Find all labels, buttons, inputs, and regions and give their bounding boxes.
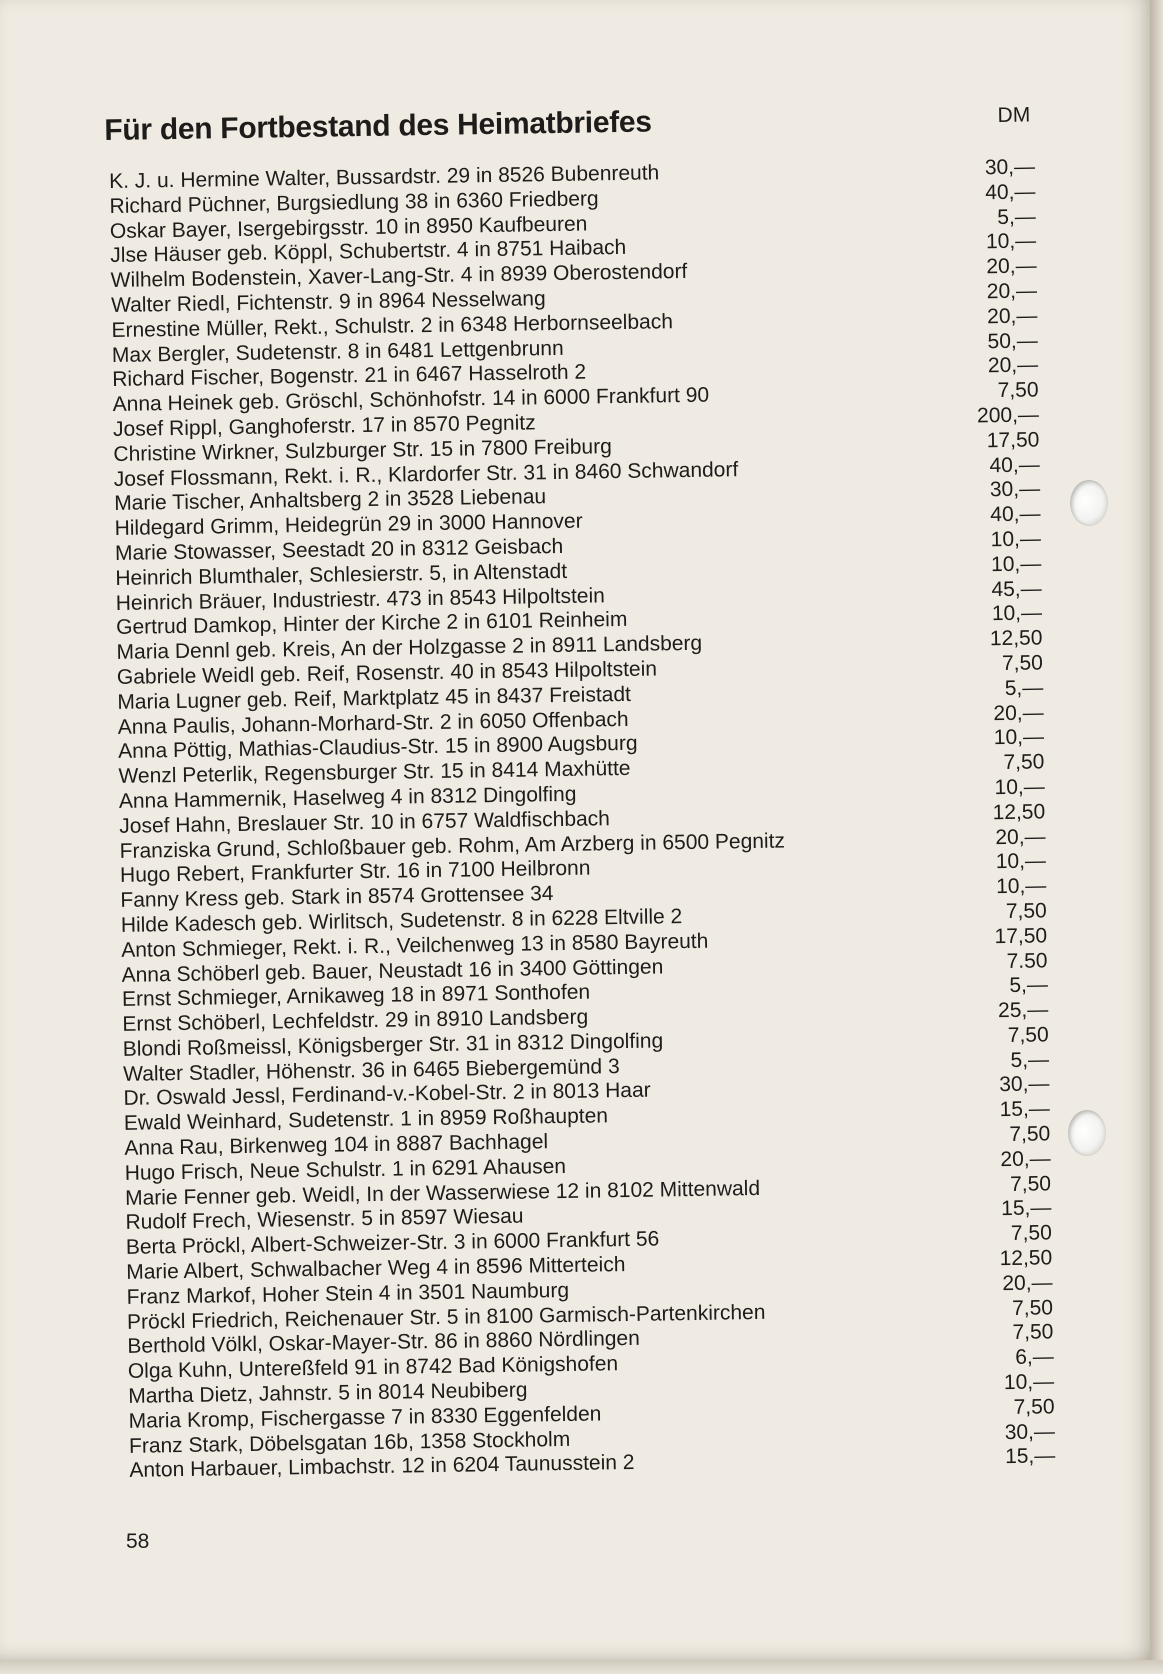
donation-amount: 40,— — [989, 452, 1040, 477]
donation-amount: 12,50 — [989, 626, 1043, 651]
donation-amount: 10,— — [993, 725, 1045, 750]
donation-amount: 6,— — [1015, 1345, 1054, 1370]
donor-name-address: Maria Kromp, Fischergasse 7 in 8330 Eggenfelden — [128, 1402, 602, 1433]
donation-amount: 25,— — [997, 998, 1049, 1023]
donation-amount: 10,— — [1003, 1370, 1055, 1395]
donation-amount: 7,50 — [997, 378, 1039, 403]
donor-name-address: Heinrich Bräuer, Industriestr. 473 in 8543 Hilpoltstein — [115, 583, 606, 615]
donor-name-address: Christine Wirkner, Sulzburger Str. 15 in 7800 Freiburg — [113, 434, 612, 466]
punch-hole-upper — [1070, 480, 1108, 526]
donor-name-address: Anton Harbauer, Limbachstr. 12 in 6204 Taunusstein 2 — [129, 1451, 635, 1483]
donor-name-address: Marie Fenner geb. Weidl, In der Wasserwiese 12 in 8102 Mittenwald — [124, 1176, 761, 1210]
donor-name-address: Berta Pröckl, Albert-Schweizer-Str. 3 in 6000 Frankfurt 56 — [125, 1227, 660, 1260]
page-right-edge — [1150, 0, 1163, 1674]
donor-name-address: Josef Flossmann, Rekt. i. R., Klardorfer Str. 31 in 8460 Schwandorf — [113, 457, 739, 491]
donor-name-address: Ewald Weinhard, Sudetenstr. 1 in 8959 Roßhaupten — [123, 1104, 609, 1136]
donation-amount: 200,— — [976, 403, 1040, 428]
donor-name-address: K. J. u. Hermine Walter, Bussardstr. 29 in 8526 Bubenreuth — [108, 161, 660, 193]
donation-amount: 7,50 — [1009, 1122, 1051, 1147]
donation-amount: 7,50 — [1007, 1023, 1049, 1047]
donor-name-address: Marie Tischer, Anhaltsberg 2 in 3528 Liebenau — [114, 485, 547, 516]
donation-amount: 7,50 — [1011, 1295, 1054, 1320]
donation-amount: 7.50 — [1006, 948, 1048, 973]
donor-name-address: Walter Stadler, Höhenstr. 36 in 6465 Biebergemünd 3 — [122, 1054, 620, 1086]
donor-name-address: Gertrud Damkop, Hinter der Kirche 2 in 6101 Reinheim — [115, 608, 628, 640]
donor-name-address: Ernst Schöberl, Lechfeldstr. 29 in 8910 Landsberg — [122, 1005, 589, 1036]
donor-name-address: Max Bergler, Sudetenstr. 8 in 6481 Lettgenbrunn — [111, 336, 564, 367]
donation-amount: 5,— — [1004, 676, 1044, 700]
donor-name-address: Hildegard Grimm, Heidegrün 29 in 3000 Hannover — [114, 509, 583, 541]
donor-name-address: Rudolf Frech, Wiesenstr. 5 in 8597 Wiesau — [125, 1205, 524, 1235]
donor-name-address: Anna Heinek geb. Gröschl, Schönhofstr. 14 in 6000 Frankfurt 90 — [112, 383, 710, 417]
donor-name-address: Ernestine Müller, Rekt., Schulstr. 2 in 6348 Herbornseelbach — [111, 309, 674, 342]
donor-name-address: Franz Stark, Döbelsgatan 16b, 1358 Stockholm — [128, 1427, 571, 1458]
donation-amount: 20,— — [986, 254, 1037, 279]
donor-name-address: Franziska Grund, Schloßbauer geb. Rohm, Am Arzberg in 6500 Pegnitz — [119, 828, 786, 863]
donation-amount: 7,50 — [1003, 750, 1045, 775]
donor-name-address: Berthold Völkl, Oskar-Mayer-Str. 86 in 8860 Nördlingen — [127, 1327, 640, 1359]
donation-amount: 20,— — [1002, 1271, 1053, 1295]
donor-name-address: Anna Paulis, Johann-Morhard-Str. 2 in 6050 Offenbach — [117, 707, 629, 739]
donation-amount: 7,50 — [1012, 1320, 1054, 1345]
donor-name-address: Wilhelm Bodenstein, Xaver-Lang-Str. 4 in 8939 Oberostendorf — [110, 260, 688, 293]
donor-name-address: Josef Hahn, Breslauer Str. 10 in 6757 Waldfischbach — [119, 806, 611, 838]
donation-amount: 5,— — [1010, 1048, 1050, 1072]
donor-name-address: Hilde Kadesch geb. Wirlitsch, Sudetenstr. 8 in 6228 Eltville 2 — [120, 904, 683, 937]
donation-amount: 12,50 — [992, 800, 1046, 824]
donor-name-address: Anna Schöberl geb. Bauer, Neustadt 16 in 3400 Göttingen — [121, 954, 664, 987]
donor-name-address: Marie Albert, Schwalbacher Weg 4 in 8596 Mitterteich — [126, 1253, 626, 1284]
donor-name-address: Blondi Roßmeissl, Königsberger Str. 31 in 8312 Dingolfing — [122, 1029, 664, 1061]
donor-name-address: Gabriele Weidl geb. Reif, Rosenstr. 40 in 8543 Hilpoltstein — [116, 657, 658, 689]
donor-name-address: Olga Kuhn, Untereßfeld 91 in 8742 Bad Königshofen — [127, 1352, 619, 1384]
donor-name-address: Anna Pöttig, Mathias-Claudius-Str. 15 in 8900 Augsburg — [117, 732, 638, 764]
donor-list — [109, 155, 1070, 1484]
donation-amount: 15,— — [999, 1097, 1051, 1122]
donor-name-address: Maria Lugner geb. Reif, Marktplatz 45 in 8437 Freistadt — [117, 682, 632, 714]
donor-name-address: Heinrich Blumthaler, Schlesierstr. 5, in Altenstadt — [115, 559, 568, 590]
donation-amount: 20,— — [993, 700, 1044, 725]
donation-amount: 17,50 — [994, 924, 1048, 948]
donation-amount: 10,— — [991, 601, 1043, 626]
donation-amount: 7,50 — [1005, 899, 1047, 923]
donation-amount: 10,— — [995, 849, 1047, 874]
donation-amount: 20,— — [986, 279, 1038, 304]
donation-amount: 10,— — [995, 874, 1047, 899]
donor-name-address: Ernst Schmieger, Arnikaweg 18 in 8971 Sonthofen — [121, 980, 591, 1012]
donation-amount: 30,— — [1004, 1419, 1056, 1444]
donor-name-address: Marie Stowasser, Seestadt 20 in 8312 Geisbach — [114, 534, 564, 565]
donation-amount: 20,— — [986, 304, 1038, 328]
donor-name-address: Martha Dietz, Jahnstr. 5 in 8014 Neubiberg — [128, 1378, 528, 1408]
donation-amount: 17,50 — [986, 428, 1040, 453]
donation-amount: 15,— — [1001, 1196, 1052, 1221]
currency-label: DM — [997, 103, 1031, 128]
donation-amount: 5,— — [997, 205, 1036, 229]
donation-amount: 20,— — [995, 824, 1046, 849]
donor-name-address: Wenzl Peterlik, Regensburger Str. 15 in 8414 Maxhütte — [118, 757, 631, 789]
donor-name-address: Franz Markof, Hoher Stein 4 in 3501 Naumburg — [126, 1278, 570, 1309]
donor-name-address: Josef Rippl, Ganghoferstr. 17 in 8570 Pegnitz — [112, 411, 536, 441]
donor-name-address: Anna Hammernik, Haselweg 4 in 8312 Dingolfing — [118, 782, 577, 813]
donor-name-address: Fanny Kress geb. Stark in 8574 Grottensee 34 — [120, 882, 554, 913]
donation-amount: 7,50 — [1013, 1395, 1055, 1419]
donation-amount: 10,— — [994, 775, 1045, 800]
page-title: Für den Fortbestand des Heimatbriefes — [104, 105, 652, 148]
donation-amount: 10,— — [990, 552, 1042, 576]
donor-name-address: Oskar Bayer, Isergebirgsstr. 10 in 8950 Kaufbeuren — [109, 212, 588, 243]
donation-amount: 20,— — [1000, 1147, 1051, 1171]
donor-name-address: Walter Riedl, Fichtenstr. 9 in 8964 Nesselwang — [110, 287, 546, 317]
donation-amount: 5,— — [1009, 973, 1049, 998]
donor-name-address: Hugo Rebert, Frankfurter Str. 16 in 7100 Heilbronn — [119, 856, 591, 888]
page-bottom-edge — [0, 1660, 1163, 1674]
donor-name-address: Maria Dennl geb. Kreis, An der Holzgasse 2 in 8911 Landsberg — [116, 631, 703, 665]
donation-amount: 30,— — [999, 1072, 1050, 1097]
donation-amount: 20,— — [987, 353, 1039, 378]
donor-name-address: Anton Schmieger, Rekt. i. R., Veilchenweg 13 in 8580 Bayreuth — [121, 929, 709, 962]
donation-amount: 7,50 — [1009, 1171, 1052, 1196]
donor-name-address: Hugo Frisch, Neue Schulstr. 1 in 6291 Ahausen — [124, 1154, 567, 1185]
document-header — [104, 93, 1049, 160]
donation-amount: 50,— — [987, 329, 1038, 353]
donation-amount: 7,50 — [1010, 1221, 1052, 1246]
donor-name-address: Anna Rau, Birkenweg 104 in 8887 Bachhagel — [124, 1130, 549, 1160]
page-number: 58 — [126, 1530, 150, 1553]
donation-amount: 30,— — [989, 477, 1041, 502]
donation-amount: 10,— — [985, 229, 1037, 254]
donor-name-address: Richard Püchner, Burgsiedlung 38 in 6360 Friedberg — [109, 187, 599, 218]
donation-amount: 12,50 — [999, 1246, 1053, 1271]
donor-name-address: Richard Fischer, Bogenstr. 21 in 6467 Hasselroth 2 — [112, 360, 587, 392]
donation-amount: 15,— — [1004, 1444, 1056, 1469]
donor-name-address: Pröckl Friedrich, Reichenauer Str. 5 in 8100 Garmisch-Partenkirchen — [126, 1300, 766, 1334]
donation-amount: 40,— — [985, 180, 1036, 205]
punch-hole-lower — [1068, 1110, 1106, 1156]
donation-amount: 7,50 — [1001, 651, 1044, 675]
donation-amount: 45,— — [991, 576, 1042, 601]
donation-list-section — [104, 93, 1070, 1484]
donor-name-address: Jlse Häuser geb. Köppl, Schubertstr. 4 in 8751 Haibach — [110, 236, 627, 268]
donation-amount: 30,— — [984, 155, 1036, 180]
donation-amount: 40,— — [990, 502, 1041, 527]
donor-name-address: Dr. Oswald Jessl, Ferdinand-v.-Kobel-Str. 2 in 8013 Haar — [123, 1079, 651, 1111]
donation-amount: 10,— — [990, 527, 1042, 552]
